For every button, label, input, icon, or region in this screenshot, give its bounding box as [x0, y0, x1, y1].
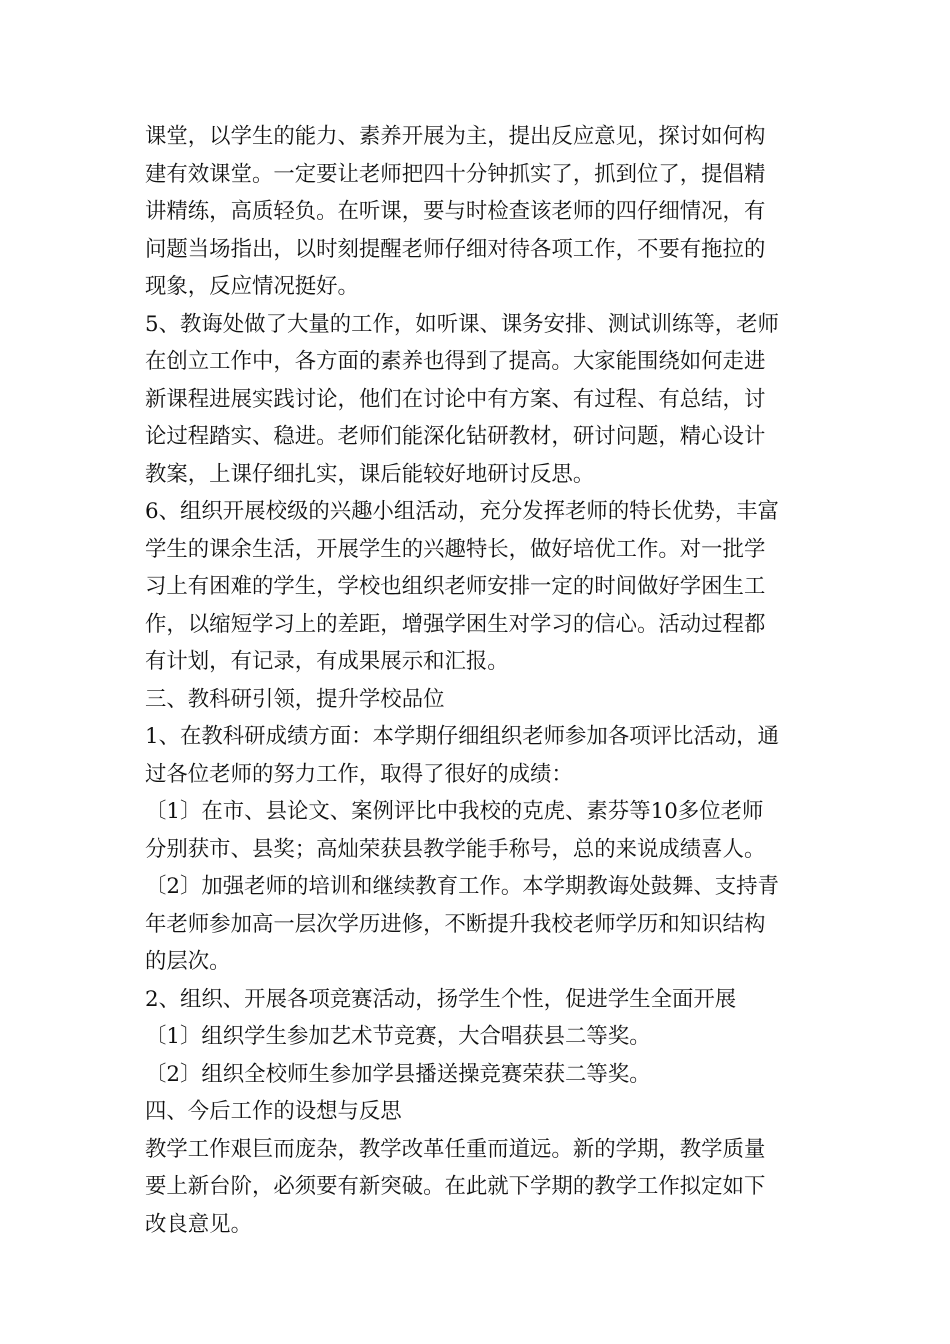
- text-line: 建有效课堂。一定要让老师把四十分钟抓实了，抓到位了，提倡精: [145, 161, 766, 187]
- text-line: 〔1〕在市、县论文、案例评比中我校的克虎、素芬等10多位老师: [145, 799, 764, 824]
- text-line: 5、教诲处做了大量的工作，如听课、课务安排、测试训练等，老师: [145, 311, 779, 337]
- text-line: 6、组织开展校级的兴趣小组活动，充分发挥老师的特长优势，丰富: [145, 499, 779, 524]
- text-line: 现象，反应情况挺好。: [145, 274, 359, 299]
- text-line: 1、在教科研成绩方面：本学期仔细组织老师参加各项评比活动，通: [145, 724, 779, 749]
- text-line: 教案，上课仔细扎实，课后能较好地研讨反思。: [145, 461, 595, 487]
- text-line: 要上新台阶，必须要有新突破。在此就下学期的教学工作拟定如下: [145, 1174, 766, 1199]
- section-heading: 四、今后工作的设想与反思: [145, 1099, 402, 1124]
- text-line: 过各位老师的努力工作，取得了很好的成绩：: [145, 761, 573, 787]
- text-line: 改良意见。: [145, 1211, 252, 1237]
- text-line: 论过程踏实、稳进。老师们能深化钻研教材，研讨问题，精心设计: [145, 424, 766, 449]
- text-line: 课堂，以学生的能力、素养开展为主，提出反应意见，探讨如何构: [145, 124, 766, 149]
- text-line: 2、组织、开展各项竞赛活动，扬学生个性，促进学生全面开展: [145, 986, 737, 1012]
- text-line: 〔2〕组织全校师生参加学县播送操竞赛荣获二等奖。: [145, 1061, 651, 1087]
- text-line: 教学工作艰巨而庞杂，教学改革任重而道远。新的学期，教学质量: [145, 1136, 766, 1162]
- text-line: 学生的课余生活，开展学生的兴趣特长，做好培优工作。对一批学: [145, 536, 766, 562]
- text-line: 有计划，有记录，有成果展示和汇报。: [145, 649, 509, 674]
- text-line: 〔2〕加强老师的培训和继续教育工作。本学期教诲处鼓舞、支持青: [145, 874, 779, 899]
- text-line: 问题当场指出，以时刻提醒老师仔细对待各项工作，不要有拖拉的: [145, 236, 766, 262]
- text-line: 〔1〕组织学生参加艺术节竞赛，大合唱获县二等奖。: [145, 1024, 651, 1049]
- text-line: 年老师参加高一层次学历进修，不断提升我校老师学历和知识结构: [145, 911, 766, 937]
- text-line: 分别获市、县奖；高灿荣获县教学能手称号，总的来说成绩喜人。: [145, 836, 766, 862]
- text-line: 的层次。: [145, 949, 231, 974]
- text-line: 新课程进展实践讨论，他们在讨论中有方案、有过程、有总结，讨: [145, 386, 766, 412]
- section-heading: 三、教科研引领，提升学校品位: [145, 686, 445, 712]
- text-line: 在创立工作中，各方面的素养也得到了提高。大家能围绕如何走进: [145, 349, 766, 374]
- document-page: [145, 118, 810, 1243]
- text-line: 习上有困难的学生，学校也组织老师安排一定的时间做好学困生工: [145, 574, 766, 599]
- text-line: 作，以缩短学习上的差距，增强学困生对学习的信心。活动过程都: [145, 611, 766, 637]
- text-line: 讲精练，高质轻负。在听课，要与时检查该老师的四仔细情况，有: [145, 199, 766, 224]
